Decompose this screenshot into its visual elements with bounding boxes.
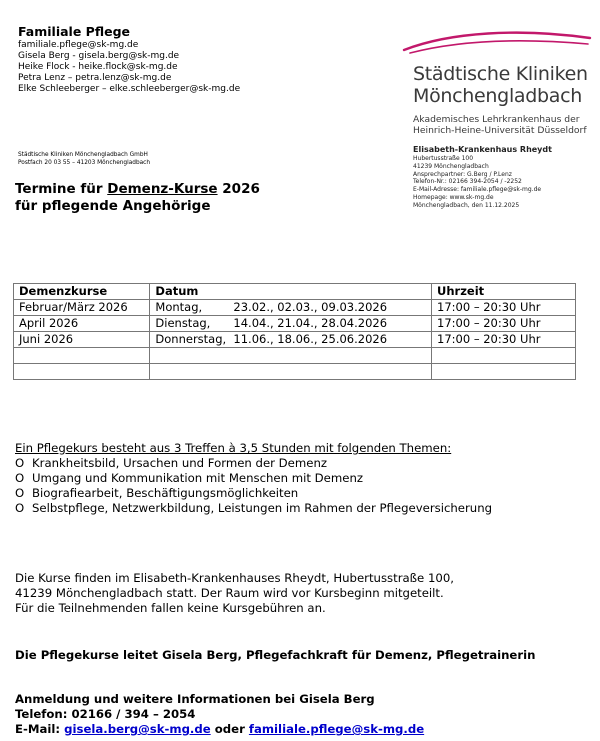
heading-underlined: Demenz-Kurse xyxy=(107,181,218,197)
bullet-circle-icon: O xyxy=(15,471,25,485)
topic-text: Krankheitsbild, Ursachen und Formen der Demenz xyxy=(32,456,327,470)
clinic-name-line: Städtische Kliniken xyxy=(413,63,588,85)
academic-line: Akademisches Lehrkrankenhaus der xyxy=(413,114,580,125)
clinic-logo-swoosh-icon xyxy=(400,26,592,56)
contact-line: Telefon-Nr.: 02166 394-2054 / -2252 xyxy=(413,178,522,186)
bullet-circle-icon: O xyxy=(15,501,25,515)
clinic-name-line: Mönchengladbach xyxy=(413,85,583,107)
cell-course: April 2026 xyxy=(14,316,150,332)
postal-line: Städtische Kliniken Mönchengladbach GmbH xyxy=(18,152,148,158)
topic-list xyxy=(15,456,492,516)
cell-course: Juni 2026 xyxy=(14,332,150,348)
heading-suffix: 2026 xyxy=(217,181,260,197)
list-item xyxy=(15,501,492,516)
cell-course: Februar/März 2026 xyxy=(14,300,150,316)
sender-line: Heike Flock - heike.flock@sk-mg.de xyxy=(18,62,178,72)
cell-time: 17:00 – 20:30 Uhr xyxy=(432,332,576,348)
table-row-empty xyxy=(14,348,576,364)
cell-time: 17:00 – 20:30 Uhr xyxy=(432,300,576,316)
courses-table xyxy=(13,283,576,380)
heading-line-1 xyxy=(15,181,260,198)
table-row xyxy=(14,316,576,332)
contact-title: Elisabeth-Krankenhaus Rheydt xyxy=(413,145,552,154)
list-item xyxy=(15,471,492,486)
header-time: Uhrzeit xyxy=(432,284,576,300)
registration-block xyxy=(15,692,424,737)
registration-phone: Telefon: 02166 / 394 – 2054 xyxy=(15,707,196,721)
heading-line-2: für pflegende Angehörige xyxy=(15,198,211,214)
sender-line: Gisela Berg - gisela.berg@sk-mg.de xyxy=(18,51,180,61)
cell-date xyxy=(150,316,432,332)
table-header-row xyxy=(14,284,576,300)
postal-line: Postfach 20 03 55 – 41203 Mönchengladbach xyxy=(18,160,151,166)
contact-line: Ansprechpartner: G.Berg / P.Lenz xyxy=(413,170,512,178)
topic-text: Selbstpflege, Netzwerkbildung, Leistungen im Rahmen der Pflegeversicherung xyxy=(32,501,493,515)
location-line: Die Kurse finden im Elisabeth-Krankenhauses Rheydt, Hubertusstraße 100, xyxy=(15,571,454,585)
header-date: Datum xyxy=(150,284,432,300)
cell-day: Dienstag, xyxy=(155,316,211,330)
location-paragraph xyxy=(15,571,454,616)
list-item xyxy=(15,486,492,501)
registration-line: Anmeldung und weitere Informationen bei Gisela Berg xyxy=(15,692,375,706)
academic-line: Heinrich-Heine-Universität Düsseldorf xyxy=(413,125,587,136)
location-line: 41239 Mönchengladbach statt. Der Raum wird vor Kursbeginn mitgeteilt. xyxy=(15,586,444,600)
email-link-familiale[interactable]: familiale.pflege@sk-mg.de xyxy=(248,722,425,736)
contact-line: E-Mail-Adresse: familiale.pflege@sk-mg.de xyxy=(413,186,542,194)
postal-address xyxy=(18,151,150,167)
contact-line: Mönchengladbach, den 11.12.2025 xyxy=(413,201,520,209)
clinic-name xyxy=(413,63,588,107)
heading-prefix: Termine für xyxy=(15,181,108,197)
contact-line: Hubertusstraße 100 xyxy=(413,155,474,162)
cell-day: Donnerstag, xyxy=(155,332,227,346)
contact-line: 41239 Mönchengladbach xyxy=(413,162,489,170)
cell-day: Montag, xyxy=(155,300,203,314)
contact-block xyxy=(413,145,552,210)
bullet-circle-icon: O xyxy=(15,486,25,500)
cell-date xyxy=(150,300,432,316)
registration-email-line xyxy=(15,722,424,737)
table-row xyxy=(14,300,576,316)
bullet-circle-icon: O xyxy=(15,456,25,470)
course-leader: Die Pflegekurse leitet Gisela Berg, Pflegefachkraft für Demenz, Pflegetrainerin xyxy=(15,648,536,662)
cell-dates: 11.06., 18.06., 25.06.2026 xyxy=(233,332,388,346)
sender-line: Petra Lenz – petra.lenz@sk-mg.de xyxy=(18,73,172,83)
sender-contact-list xyxy=(18,40,240,95)
cell-date xyxy=(150,332,432,348)
email-link-gisela[interactable]: gisela.berg@sk-mg.de xyxy=(64,722,211,736)
email-or: oder xyxy=(210,722,249,736)
sender-line: familiale.pflege@sk-mg.de xyxy=(18,40,139,50)
cell-dates: 23.02., 02.03., 09.03.2026 xyxy=(233,300,388,314)
list-item xyxy=(15,456,492,471)
course-intro: Ein Pflegekurs besteht aus 3 Treffen à 3,5 Stunden mit folgenden Themen: xyxy=(15,441,452,455)
location-line: Für die Teilnehmenden fallen keine Kursgebühren an. xyxy=(15,601,326,615)
email-label: E-Mail: xyxy=(15,722,65,736)
topic-text: Umgang und Kommunikation mit Menschen mit Demenz xyxy=(32,471,363,485)
sender-title: Familiale Pflege xyxy=(18,24,130,39)
academic-affiliation xyxy=(413,114,587,136)
table-row-empty xyxy=(14,364,576,380)
cell-dates: 14.04., 21.04., 28.04.2026 xyxy=(233,316,388,330)
header-course: Demenzkurse xyxy=(14,284,150,300)
cell-time: 17:00 – 20:30 Uhr xyxy=(432,316,576,332)
table-row xyxy=(14,332,576,348)
sender-line: Elke Schleeberger – elke.schleeberger@sk-mg.de xyxy=(18,84,241,94)
contact-line: Homepage: www.sk-mg.de xyxy=(413,193,494,201)
document-heading xyxy=(15,181,260,215)
topic-text: Biografiearbeit, Beschäftigungsmöglichkeiten xyxy=(32,486,299,500)
